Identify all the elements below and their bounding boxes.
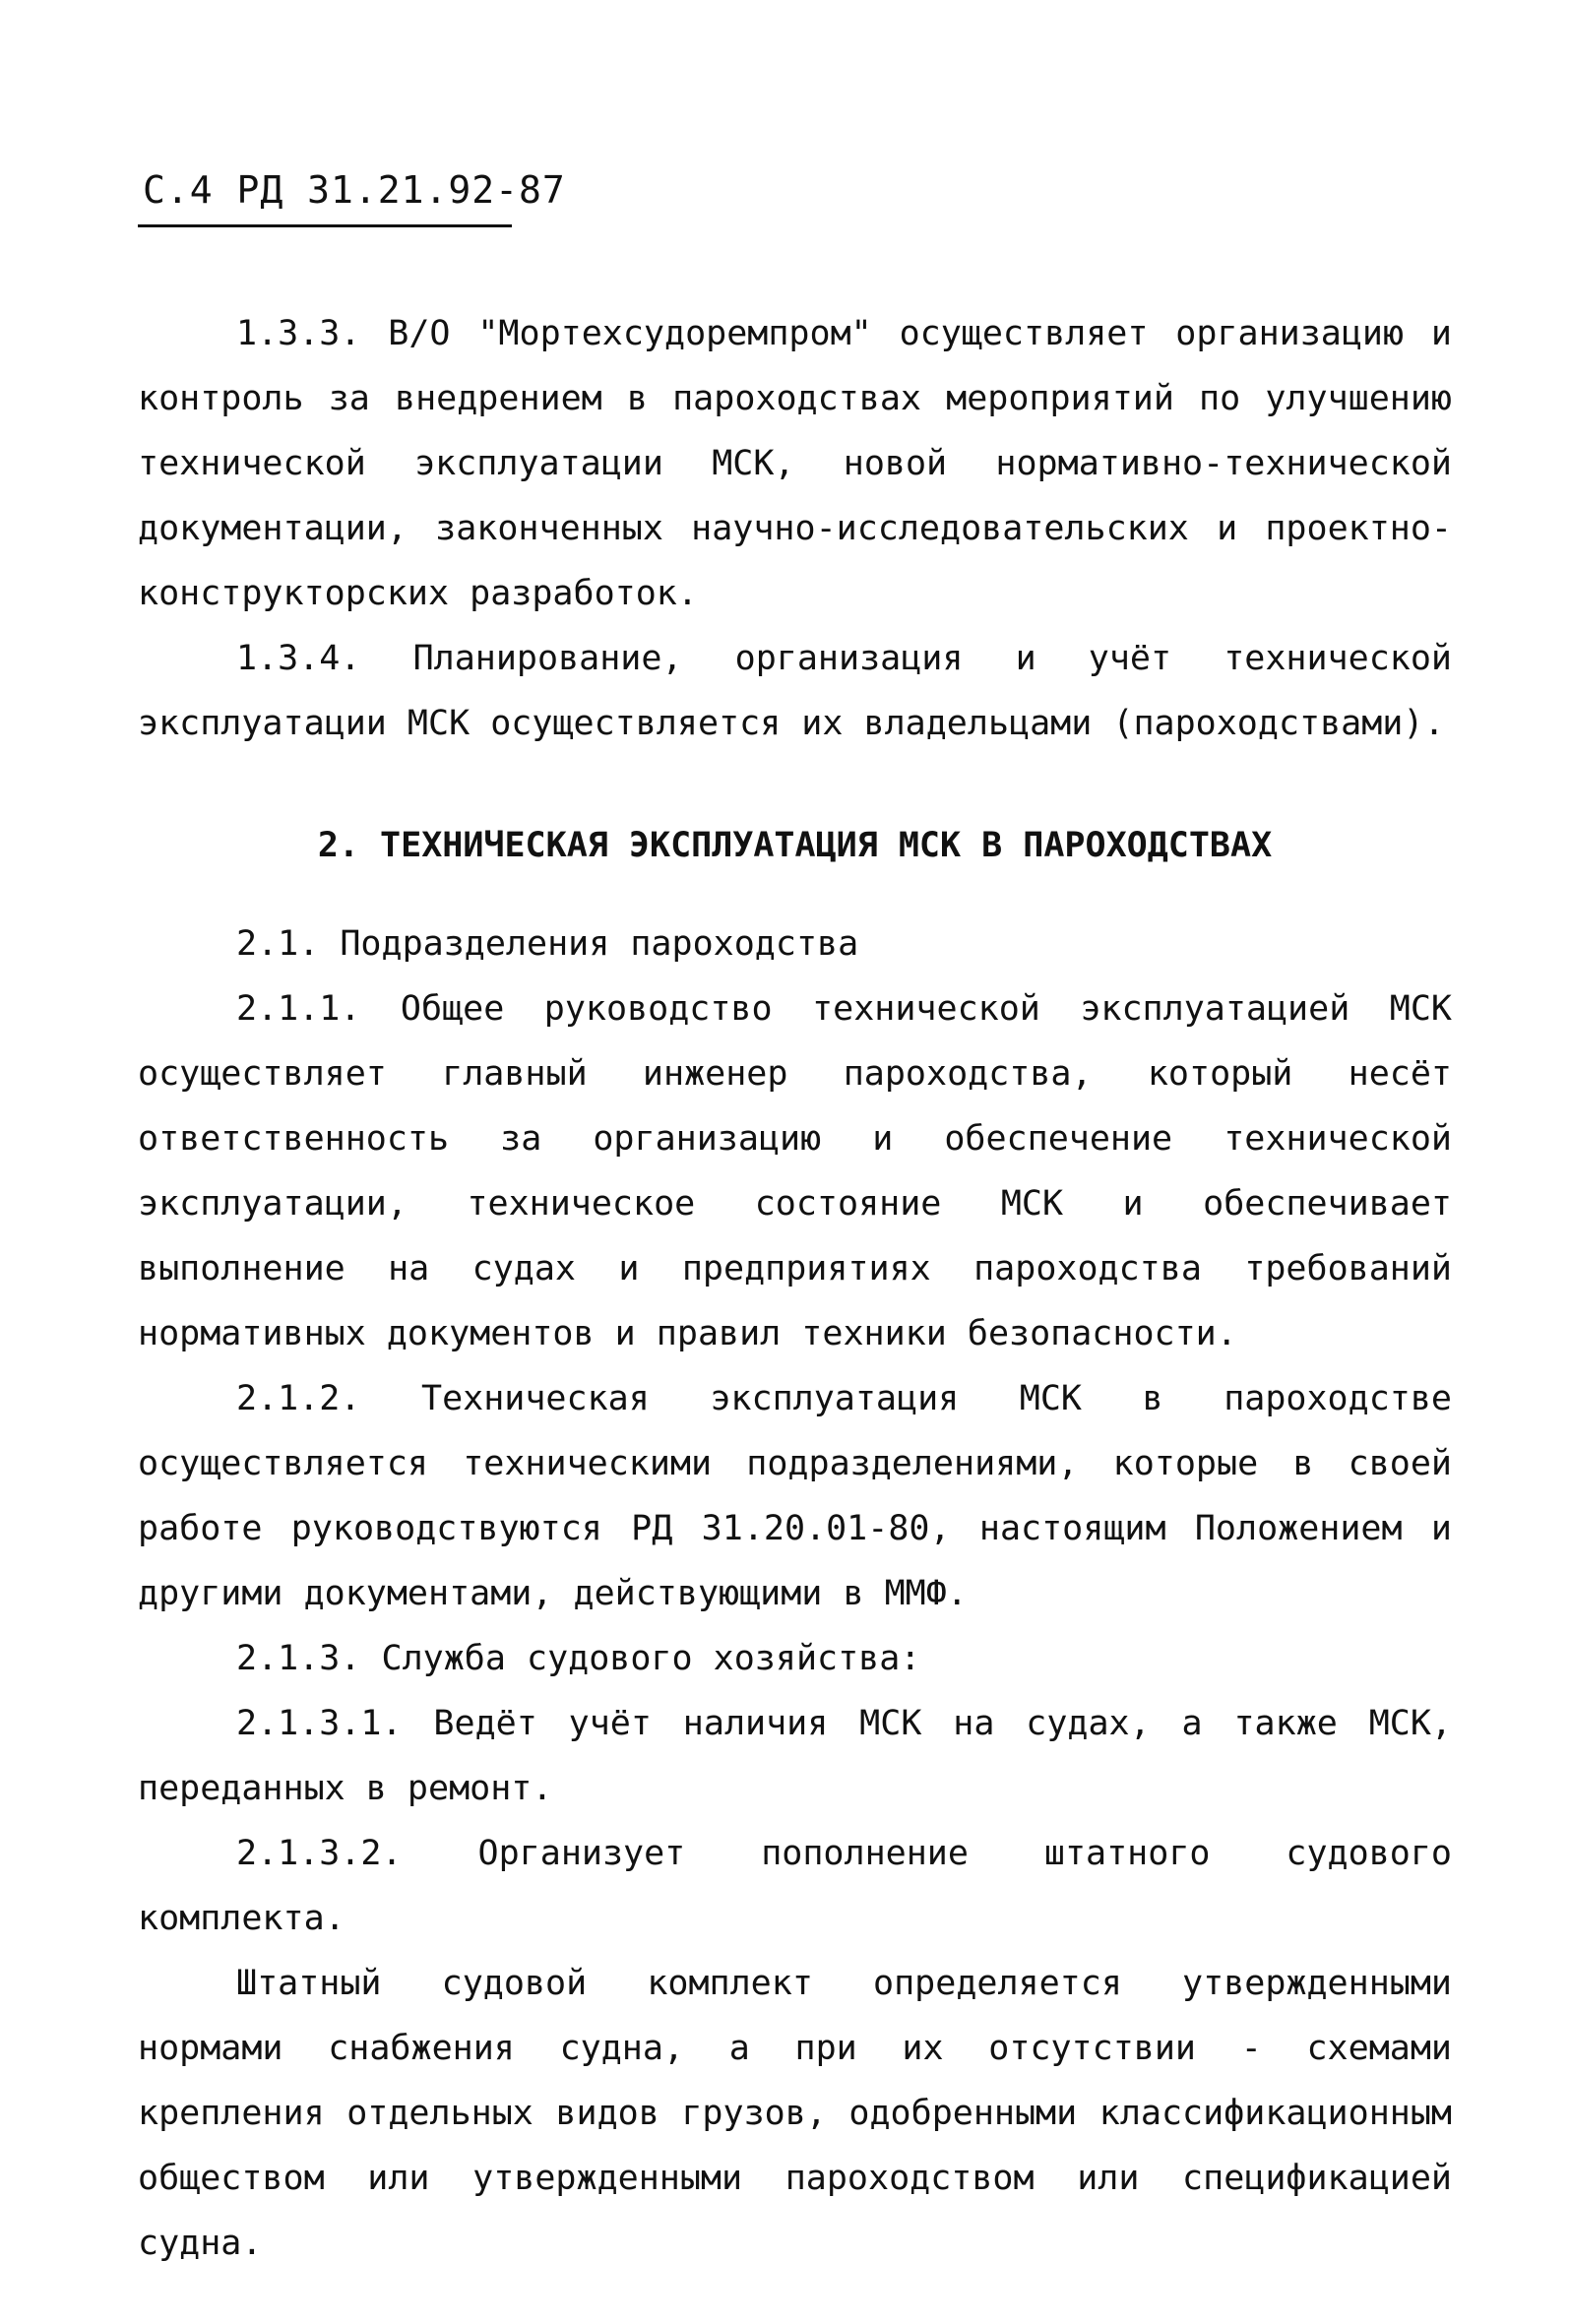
paragraph-2-1-1: 2.1.1. Общее руководство технической эксплуатацией МСК осуществляет главный инженер пароходства, который несёт ответственность за организацию и обеспечение технической эксплуатации, техническое состояние МСК и обеспечивает выполнение на судах и предприятиях пароходства требований нормативных документов и правил техники безопасности. — [138, 989, 1452, 1353]
paragraph-2-1-3: 2.1.3. Служба судового хозяйства: — [236, 1639, 921, 1678]
page-header: С.4 РД 31.21.92-87 — [143, 168, 566, 212]
paragraph-2-1-3-2: 2.1.3.2. Организует пополнение штатного судового комплекта. — [138, 1834, 1452, 1938]
paragraph-1-3-3: 1.3.3. В/О "Мортехсудоремпром" осуществляет организацию и контроль за внедрением в пароходствах мероприятий по улучшению технической эксплуатации МСК, новой нормативно-технической документации, законченных научно-исследовательских и проектно-конструкторских разработок. — [138, 314, 1452, 613]
subsection-heading: 2.1. Подразделения пароходства — [236, 924, 859, 964]
paragraph-standard-kit: Штатный судовой комплект определяется утвержденными нормами снабжения судна, а при их отсутствии - схемами крепления отдельных видов грузов, одобренными классификационным обществом или утвержденными пароходством или спецификацией судна. — [138, 1964, 1452, 2263]
document-body — [138, 301, 1452, 2276]
section-heading: 2. ТЕХНИЧЕСКАЯ ЭКСПЛУАТАЦИЯ МСК В ПАРОХОДСТВАХ — [317, 826, 1273, 865]
paragraph-2-1-2: 2.1.2. Техническая эксплуатация МСК в пароходстве осуществляется техническими подразделениями, которые в своей работе руководствуются РД 31.20.01-80, настоящим Положением и другими документами, действующими в ММФ. — [138, 1379, 1452, 1613]
paragraph-2-1-3-1: 2.1.3.1. Ведёт учёт наличия МСК на судах, а также МСК, переданных в ремонт. — [138, 1704, 1452, 1808]
paragraph-1-3-4: 1.3.4. Планирование, организация и учёт технической эксплуатации МСК осуществляется их владельцами (пароходствами). — [138, 639, 1452, 743]
header-underline — [138, 224, 512, 227]
